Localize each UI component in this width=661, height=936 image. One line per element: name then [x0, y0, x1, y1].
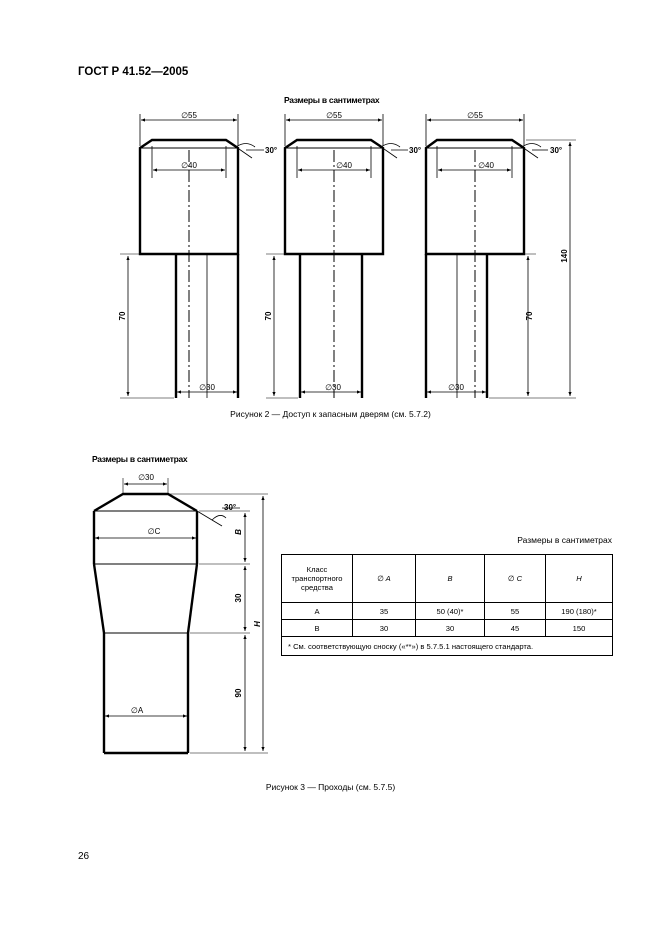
table-row — [282, 620, 613, 637]
table-cell: 50 (40)* — [416, 603, 485, 620]
fig3-dim-b-label: B — [234, 529, 243, 535]
fig2-2-height-label: 70 — [264, 311, 273, 321]
fig2-3-angle-label: 30° — [550, 146, 563, 155]
fig2-1-dim-inner-label: ∅40 — [181, 161, 197, 170]
table-cell: 55 — [485, 603, 546, 620]
page-number: 26 — [78, 851, 90, 862]
table-cell: B — [282, 620, 353, 637]
fig2-2-dim-inner-label: ∅40 — [336, 161, 352, 170]
table-footnote-row — [282, 637, 613, 656]
fig2-3-dim-inner-label: ∅40 — [478, 161, 494, 170]
figure3-drawing — [0, 460, 300, 770]
table-footnote: * См. соответствующую сноску («**») в 5.7.5.1 настоящего стандарта. — [282, 637, 613, 656]
table-cell: A — [282, 603, 353, 620]
fig2-2-dim-bottom-label: ∅30 — [325, 383, 341, 392]
table-cell: 30 — [416, 620, 485, 637]
table-header-h: H — [546, 555, 613, 603]
fig2-1-height-label: 70 — [118, 311, 127, 321]
figure2-drawing — [0, 0, 661, 420]
table-cell: 190 (180)* — [546, 603, 613, 620]
figure2-drawing-2 — [266, 114, 408, 398]
table-header-c: ∅ C — [485, 555, 546, 603]
table-units-label: Размеры в сантиметрах — [517, 535, 612, 545]
figure2-units-label: Размеры в сантиметрах — [284, 95, 380, 105]
figure3-units-label: Размеры в сантиметрах — [92, 454, 188, 464]
fig2-3-total-height-label: 140 — [560, 249, 569, 263]
fig3-dim-a-label: ∅A — [130, 706, 144, 715]
vehicle-class-table — [281, 554, 613, 656]
fig3-dim-h-label: H — [253, 621, 262, 627]
table-row — [282, 603, 613, 620]
fig3-dim-c-label: ∅C — [147, 527, 161, 536]
table-cell: 150 — [546, 620, 613, 637]
fig3-dim-top-label: ∅30 — [138, 473, 154, 482]
figure2-caption: Рисунок 2 — Доступ к запасным дверям (см. 5.7.2) — [230, 409, 431, 419]
table-header-a: ∅ A — [353, 555, 416, 603]
table-header-class: Класс транспортного средства — [282, 555, 353, 603]
figure2-drawing-3 — [426, 114, 576, 398]
fig2-1-dim-top-label: ∅55 — [181, 111, 197, 120]
fig3-angle-label: 30° — [224, 503, 237, 512]
fig2-1-angle-label: 30° — [265, 146, 278, 155]
fig2-3-height-label: 70 — [525, 311, 534, 321]
table-cell: 45 — [485, 620, 546, 637]
table-header-row — [282, 555, 613, 603]
document-header: ГОСТ Р 41.52—2005 — [78, 66, 189, 78]
fig2-1-dim-bottom-label: ∅30 — [199, 383, 215, 392]
fig2-2-dim-top-label: ∅55 — [326, 111, 342, 120]
fig2-3-dim-bottom-label: ∅30 — [448, 383, 464, 392]
table-cell: 35 — [353, 603, 416, 620]
fig2-2-angle-label: 30° — [409, 146, 422, 155]
figure3-caption: Рисунок 3 — Проходы (см. 5.7.5) — [265, 782, 396, 792]
fig3-dim-90-label: 90 — [234, 688, 243, 698]
table-cell: 30 — [353, 620, 416, 637]
table-header-b: B — [416, 555, 485, 603]
figure2-drawing-1 — [120, 114, 264, 398]
fig3-dim-30-label: 30 — [234, 593, 243, 603]
fig2-3-dim-top-label: ∅55 — [467, 111, 483, 120]
